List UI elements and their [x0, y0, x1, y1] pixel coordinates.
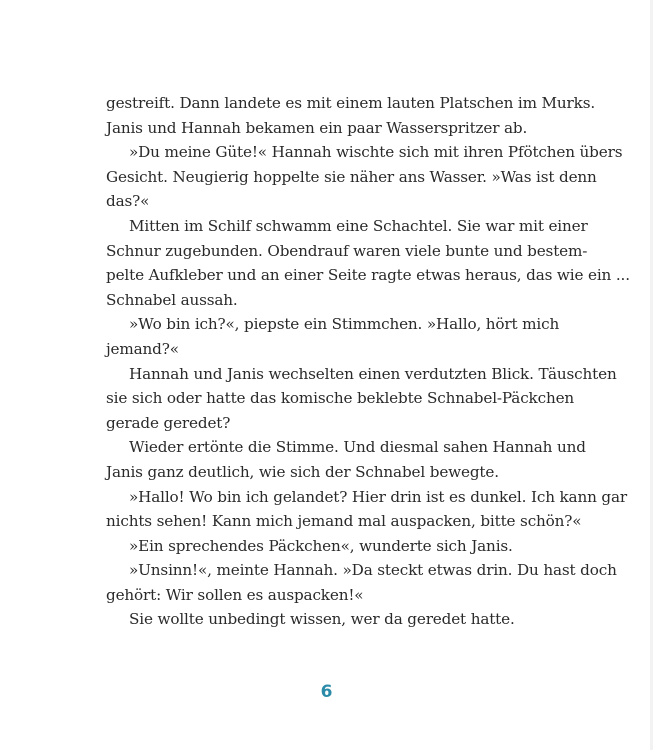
text-line: Wieder ertönte die Stimme. Und diesmal sahen Hannah und: [129, 438, 586, 457]
text-line: »Ein sprechendes Päckchen«, wunderte sich Janis.: [129, 536, 513, 555]
text-line: Gesicht. Neugierig hoppelte sie näher ans Wasser. »Was ist denn: [106, 167, 597, 186]
text-line: Schnur zugebunden. Obendrauf waren viele bunte und bestem-: [106, 241, 588, 260]
text-line: jemand?«: [106, 339, 179, 358]
body-text: [106, 91, 630, 632]
text-line: Janis und Hannah bekamen ein paar Wasserspritzer ab.: [106, 118, 528, 137]
text-line: das?«: [106, 192, 150, 211]
text-line: nichts sehen! Kann mich jemand mal auspacken, bitte schön?«: [106, 512, 582, 531]
text-line: gehört: Wir sollen es auspacken!«: [106, 585, 364, 604]
text-line: »Unsinn!«, meinte Hannah. »Da steckt etwas drin. Du hast doch: [129, 561, 617, 580]
text-line: »Wo bin ich?«, piepste ein Stimmchen. »Hallo, hört mich: [129, 315, 560, 334]
text-line: »Du meine Güte!« Hannah wischte sich mit ihren Pfötchen übers: [129, 143, 623, 162]
text-line: Janis ganz deutlich, wie sich der Schnabel bewegte.: [106, 462, 499, 481]
text-line: Sie wollte unbedingt wissen, wer da geredet hatte.: [129, 610, 515, 629]
text-line: gestreift. Dann landete es mit einem lauten Platschen im Murks.: [106, 94, 596, 112]
text-line: Schnabel aussah.: [106, 290, 238, 309]
text-line: pelte Aufkleber und an einer Seite ragte etwas heraus, das wie ein ...: [106, 266, 630, 285]
text-line: gerade geredet?: [106, 413, 231, 432]
text-line: Hannah und Janis wechselten einen verdutzten Blick. Täuschten: [129, 364, 617, 383]
text-line: »Hallo! Wo bin ich gelandet? Hier drin ist es dunkel. Ich kann gar: [129, 487, 627, 506]
text-line: Mitten im Schilf schwamm eine Schachtel. Sie war mit einer: [129, 216, 588, 235]
text-line: sie sich oder hatte das komische beklebte Schnabel-Päckchen: [106, 389, 575, 408]
page-number: 6: [320, 682, 333, 702]
